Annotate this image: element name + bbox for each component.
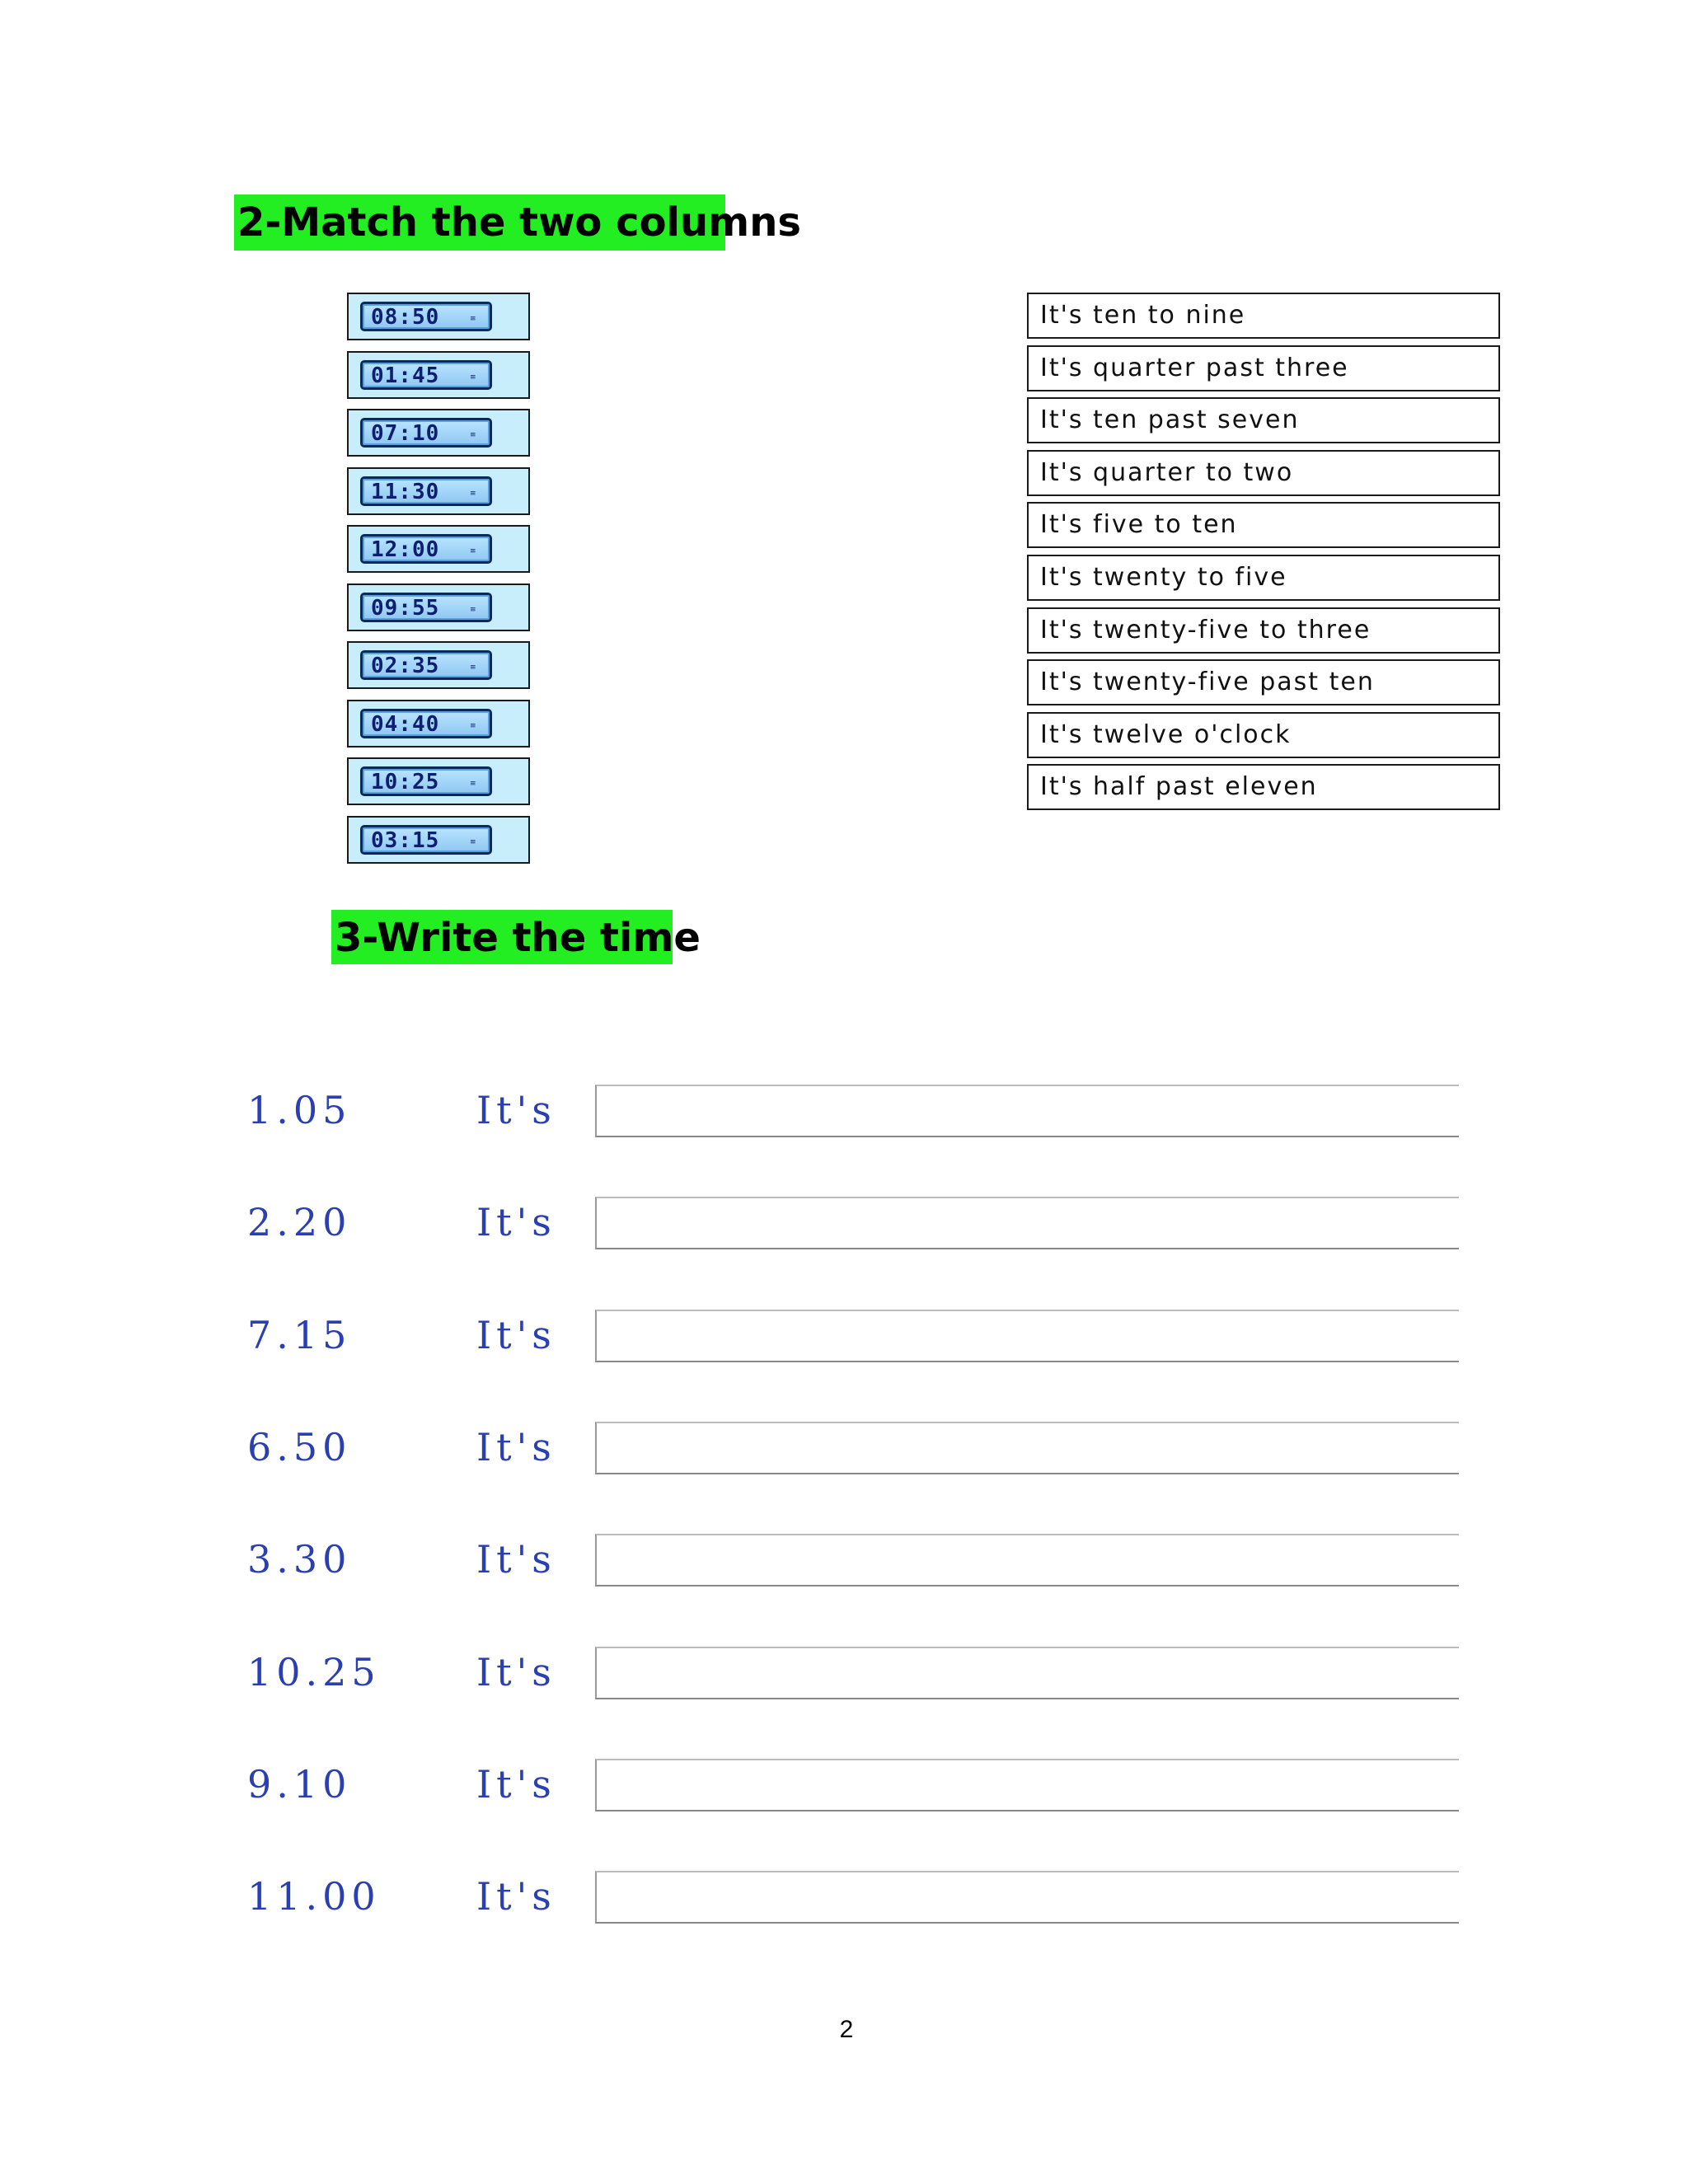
section-title-write: 3-Write the time [331, 910, 673, 964]
answer-field[interactable] [595, 1534, 1459, 1586]
answer-field[interactable] [595, 1871, 1459, 1924]
phrase-box[interactable]: It's twelve o'clock [1027, 712, 1500, 758]
time-label: 11.00 [247, 1874, 381, 1919]
clock-suffix-icon: ≡ [470, 489, 476, 498]
clock-display [360, 650, 492, 680]
answer-field[interactable] [595, 1197, 1459, 1249]
section-title-match: 2-Match the two columns [234, 194, 725, 251]
clock-display [360, 418, 492, 448]
answer-field[interactable] [595, 1759, 1459, 1811]
phrase-box[interactable]: It's twenty-five past ten [1027, 659, 1500, 705]
clock-time: 02:35 [371, 654, 440, 678]
phrase-box[interactable]: It's quarter to two [1027, 450, 1500, 496]
digital-clock [347, 293, 530, 340]
clock-display [360, 302, 492, 331]
answer-field[interactable] [595, 1422, 1459, 1474]
digital-clock [347, 351, 530, 399]
clock-time: 08:50 [371, 305, 440, 330]
clock-suffix-icon: ≡ [470, 837, 476, 846]
clock-time: 01:45 [371, 363, 440, 388]
digital-clock [347, 700, 530, 748]
clock-display [360, 360, 492, 390]
clock-display [360, 766, 492, 796]
clock-display [360, 825, 492, 855]
clock-display [360, 709, 492, 738]
time-label: 3.30 [247, 1537, 352, 1582]
clock-display [360, 593, 492, 622]
clock-time: 09:55 [371, 595, 440, 621]
clock-suffix-icon: ≡ [470, 431, 476, 439]
clock-time: 03:15 [371, 827, 440, 853]
digital-clock [347, 816, 530, 864]
time-label: 6.50 [247, 1424, 352, 1469]
clock-time: 10:25 [371, 770, 440, 794]
time-label: 1.05 [247, 1088, 352, 1132]
phrase-box[interactable]: It's ten to nine [1027, 293, 1500, 339]
its-label: It's [476, 1200, 556, 1245]
phrase-box[interactable]: It's five to ten [1027, 502, 1500, 548]
clock-suffix-icon: ≡ [470, 780, 476, 788]
answer-field[interactable] [595, 1310, 1459, 1362]
clock-display [360, 534, 492, 564]
digital-clock [347, 525, 530, 573]
its-label: It's [476, 1088, 556, 1132]
clock-suffix-icon: ≡ [470, 605, 476, 614]
clock-suffix-icon: ≡ [470, 721, 476, 730]
phrase-box[interactable]: It's quarter past three [1027, 345, 1500, 391]
clock-suffix-icon: ≡ [470, 663, 476, 672]
digital-clock [347, 757, 530, 805]
digital-clock [347, 409, 530, 457]
its-label: It's [476, 1537, 556, 1582]
clock-time: 12:00 [371, 537, 440, 562]
time-label: 7.15 [247, 1312, 352, 1357]
digital-clock [347, 467, 530, 515]
clock-display [360, 476, 492, 506]
clock-time: 11:30 [371, 479, 440, 504]
clock-suffix-icon: ≡ [470, 315, 476, 323]
time-label: 2.20 [247, 1200, 352, 1245]
clock-time: 07:10 [371, 421, 440, 446]
its-label: It's [476, 1649, 556, 1694]
its-label: It's [476, 1761, 556, 1807]
its-label: It's [476, 1874, 556, 1919]
phrase-box[interactable]: It's twenty-five to three [1027, 607, 1500, 654]
phrase-box[interactable]: It's ten past seven [1027, 397, 1500, 443]
clock-suffix-icon: ≡ [470, 547, 476, 555]
answer-field[interactable] [595, 1647, 1459, 1699]
page-number: 2 [839, 2016, 854, 2043]
digital-clock [347, 583, 530, 631]
time-label: 10.25 [247, 1649, 381, 1694]
phrase-box[interactable]: It's twenty to five [1027, 555, 1500, 601]
answer-field[interactable] [595, 1085, 1459, 1137]
phrase-box[interactable]: It's half past eleven [1027, 764, 1500, 810]
clock-suffix-icon: ≡ [470, 373, 476, 382]
digital-clock [347, 641, 530, 689]
its-label: It's [476, 1312, 556, 1357]
time-label: 9.10 [247, 1761, 352, 1807]
clock-time: 04:40 [371, 711, 440, 737]
its-label: It's [476, 1424, 556, 1469]
